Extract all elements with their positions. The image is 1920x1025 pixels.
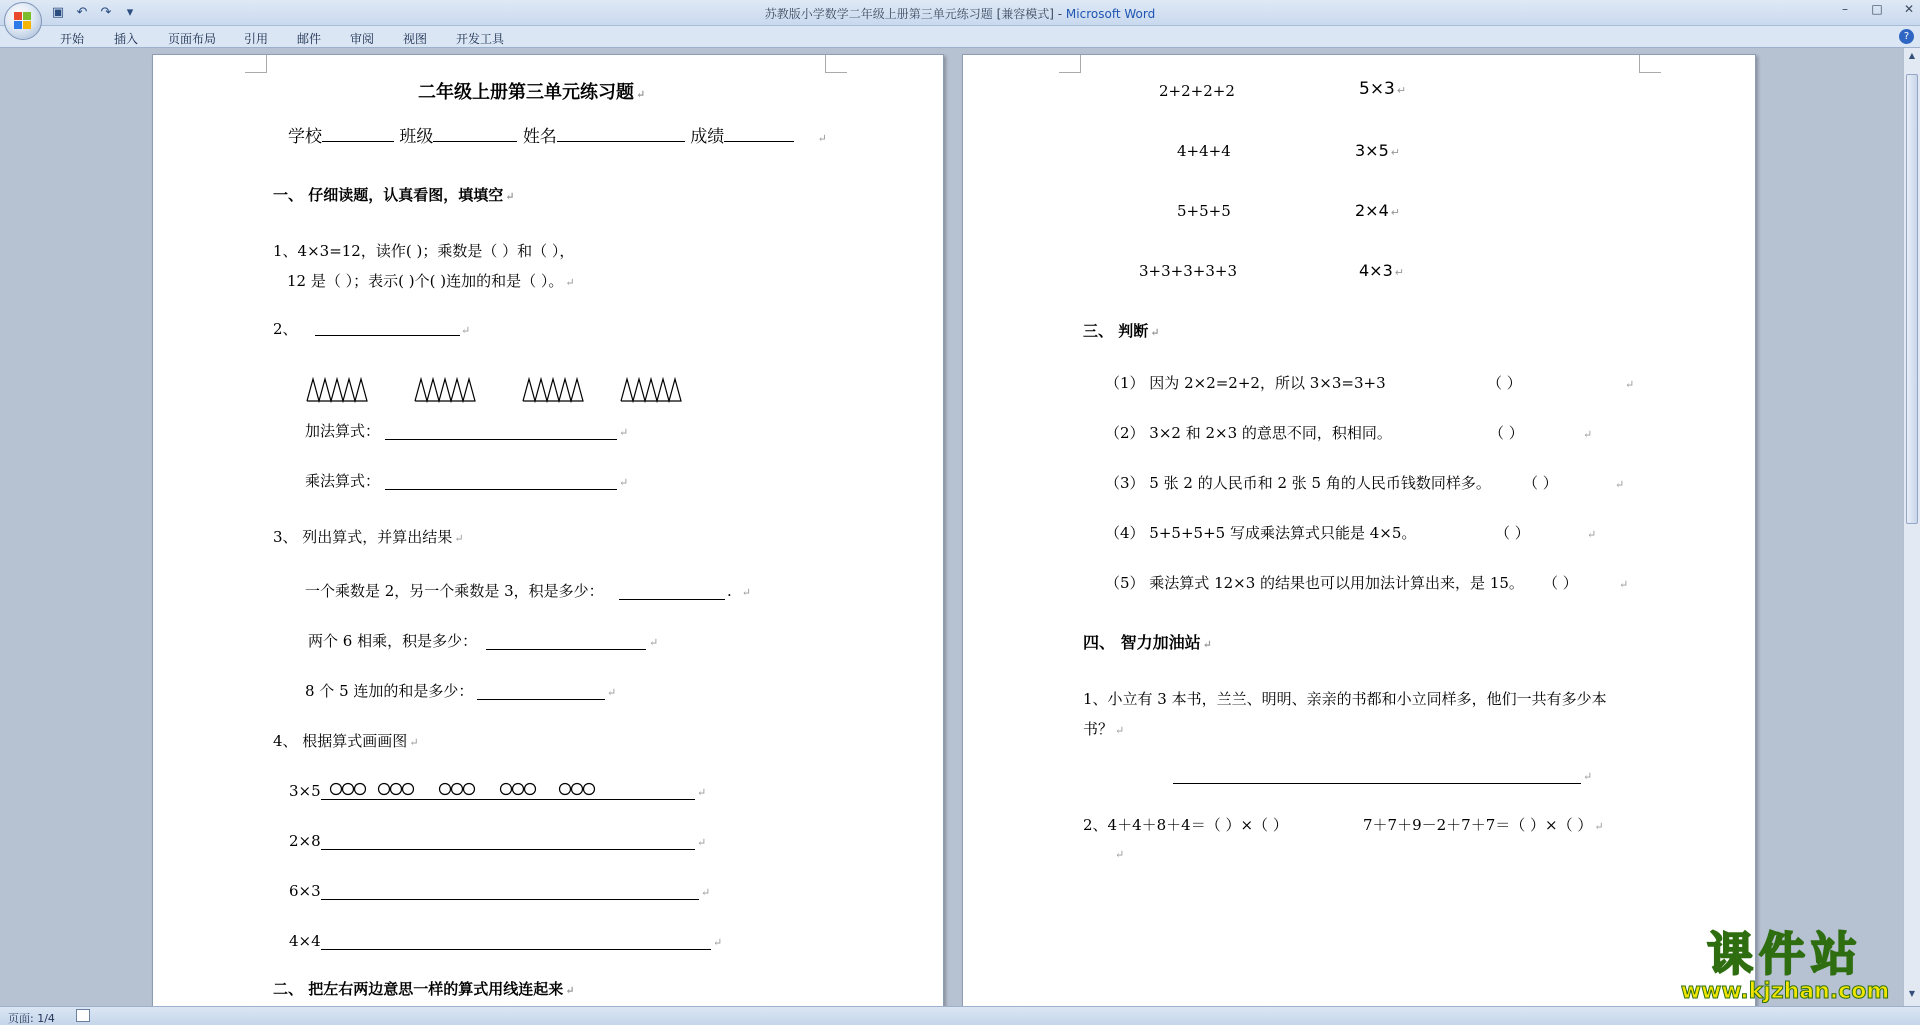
judge-paren-3[interactable]: （ ） bbox=[1523, 474, 1558, 492]
q1-line1: 1、4×3=12，读作( )；乘数是（ ）和（ ）， bbox=[273, 242, 575, 260]
judge-paren-4[interactable]: （ ） bbox=[1495, 524, 1530, 542]
judge-paren-5[interactable]: （ ） bbox=[1543, 574, 1578, 592]
tab-insert[interactable]: 插入 bbox=[114, 32, 139, 46]
label-school: 学校 bbox=[288, 127, 322, 147]
judge-paren-2[interactable]: （ ） bbox=[1489, 424, 1524, 442]
crop-mark bbox=[825, 55, 847, 73]
tab-home[interactable]: 开始 bbox=[60, 32, 85, 46]
q3-a-end: . ↵ bbox=[727, 582, 751, 600]
crop-mark bbox=[1639, 55, 1661, 73]
doc-title: 二年级上册第三单元练习题 ↵ bbox=[418, 82, 646, 103]
label-name: 姓名 bbox=[522, 127, 557, 147]
watermark-text: 课件站 bbox=[1707, 927, 1863, 981]
tab-review[interactable]: 审阅 bbox=[350, 32, 375, 46]
judge-item-3: （3） 5 张 2 的人民币和 2 张 5 角的人民币钱数同样多。 bbox=[1105, 474, 1491, 492]
window-controls bbox=[1838, 2, 1916, 16]
scroll-up-icon[interactable]: ▲ bbox=[1908, 51, 1916, 60]
match-left-3: 5+5+5 bbox=[1177, 202, 1231, 220]
section-1-heading: 一、 仔细读题，认真看图，填填空 ↵ bbox=[273, 186, 515, 204]
title-bar bbox=[0, 0, 1920, 26]
q2-mul-blank bbox=[385, 489, 617, 490]
watermark-logo bbox=[1660, 928, 1910, 1008]
q3-c-blank bbox=[477, 699, 605, 700]
section-2-heading: 二、 把左右两边意思一样的算式用线连起来 ↵ bbox=[273, 980, 575, 998]
judge-item-5: （5） 乘法算式 12×3 的结果也可以用加法计算出来，是 15。 bbox=[1105, 574, 1524, 592]
q2-blank bbox=[315, 335, 460, 336]
document-workspace[interactable] bbox=[0, 48, 1903, 1006]
triangle-groups-figure bbox=[305, 377, 685, 403]
scroll-thumb[interactable] bbox=[1906, 74, 1918, 524]
proofing-icon[interactable] bbox=[76, 1009, 90, 1022]
match-left-1: 2+2+2+2 bbox=[1159, 82, 1235, 100]
ribbon-tabs bbox=[0, 26, 1920, 48]
section-3-heading: 三、 判断 ↵ bbox=[1083, 322, 1160, 340]
label-class: 班级 bbox=[399, 127, 434, 147]
q2-label: 2、 bbox=[273, 320, 298, 338]
q4-row-1: 3×5 bbox=[289, 782, 321, 800]
sec4-q2-a: 2、4＋4＋8＋4＝（ ）×（ ） bbox=[1083, 816, 1288, 834]
q3-c: 8 个 5 连加的和是多少： bbox=[305, 682, 474, 700]
q3-b-blank bbox=[486, 649, 646, 650]
help-icon[interactable]: ? bbox=[1899, 29, 1914, 44]
q4-row-3-blank bbox=[321, 899, 699, 900]
scroll-down-icon[interactable]: ▼ bbox=[1908, 989, 1916, 998]
watermark-url: www.kjzhan.com bbox=[1680, 979, 1890, 1004]
q3-heading: 3、 列出算式，并算出结果 ↵ bbox=[273, 528, 464, 546]
tab-references[interactable]: 引用 bbox=[244, 32, 269, 46]
q3-b: 两个 6 相乘，积是多少： bbox=[308, 632, 478, 650]
match-right-4: 4×3 ↵ bbox=[1359, 261, 1404, 280]
document-title: 苏教版小学数学二年级上册第三单元练习题 [兼容模式] - bbox=[764, 7, 1066, 21]
window-title bbox=[0, 5, 1920, 22]
q4-row-4-blank bbox=[321, 949, 711, 950]
vertical-scrollbar[interactable] bbox=[1903, 48, 1920, 1006]
customize-qat-icon[interactable]: ▾ bbox=[126, 5, 134, 20]
sec4-q1-answer-blank bbox=[1173, 783, 1581, 784]
match-left-2: 4+4+4 bbox=[1177, 142, 1231, 160]
q2-add-label: 加法算式： bbox=[305, 422, 381, 440]
section-4-heading: 四、 智力加油站 ↵ bbox=[1083, 633, 1212, 652]
sec4-q1-line2: 书？ ↵ bbox=[1083, 720, 1125, 738]
judge-paren-1[interactable]: （ ） bbox=[1487, 374, 1522, 392]
judge-item-4: （4） 5+5+5+5 写成乘法算式只能是 4×5。 bbox=[1105, 524, 1417, 542]
judge-item-1: （1） 因为 2×2=2+2，所以 3×3=3+3 bbox=[1105, 374, 1386, 392]
match-right-2: 3×5 ↵ bbox=[1355, 141, 1400, 160]
sec4-q2-b: 7＋7＋9－2＋7＋7＝（ ）×（ ） ↵ bbox=[1363, 816, 1604, 834]
office-button[interactable] bbox=[4, 2, 42, 40]
judge-item-2: （2） 3×2 和 2×3 的意思不同，积相同。 bbox=[1105, 424, 1392, 442]
office-logo-icon bbox=[14, 12, 32, 30]
undo-icon[interactable]: ↶ bbox=[76, 5, 88, 20]
tab-mailings[interactable]: 邮件 bbox=[297, 32, 322, 46]
document-page-2[interactable]: 2+2+2+2 5×3 ↵ 4+4+4 3×5 ↵ 5+5+5 2×4 ↵ 3+3+3+3+3 4×3 ↵ 三、 判断 ↵ （1） 因为 2×2=2+2，所以 3×3=3+3 （ ） ↵ （2） 3×2 和 2×3 的意思不同，积相同。 （ ） ↵ （3） 5 张 2 的人民币和 2 张 5 角的人民币钱数同样多。 （ ） ↵ （4） 5+5+5+5 写成乘法算式只能是 4×5。 （ ） ↵ （5） 乘法算式 12×3 的结果也可以用加法计算出来，是 15。 （ ） ↵ 四、 智力加油站 ↵ 1、小立有 3 本书，兰兰、明明、亲亲的书都和小立同样多，他们一共有多少本 书？ ↵ ↵ 2、4＋4＋8＋4＝（ ）×（ ） 7＋7＋9－2＋7＋7＝（ ）×（ ） ↵ ↵ bbox=[962, 54, 1756, 1006]
q4-row-1-blank bbox=[321, 799, 695, 800]
sec4-q1-line1: 1、小立有 3 本书，兰兰、明明、亲亲的书都和小立同样多，他们一共有多少本 bbox=[1083, 690, 1607, 708]
close-icon[interactable]: ✕ bbox=[1903, 2, 1915, 16]
info-line: 学校 班级 姓名 成绩 ↵ bbox=[288, 127, 827, 147]
q3-a-blank bbox=[619, 599, 725, 600]
maximize-icon[interactable]: □ bbox=[1871, 2, 1883, 16]
document-page-1[interactable]: 二年级上册第三单元练习题 ↵ 学校 班级 姓名 成绩 ↵ 一、 仔细读题，认真看图，填填空 ↵ 1、4×3=12，读作( )；乘数是（ ）和（ ）， 12 是（ ）；表示( )个( )连加的和是（ ）。 ↵ 2、 ↵ 加法算式： ↵ 乘法算式： ↵ 3、 列出算式，并算出结果 ↵ 一个乘数是 2，另一个乘数是 3，积是多少： . ↵ 两个 6 相乘，积是多少： ↵ 8 个 5 连加的和是多少： ↵ 4、 根据算式画画图 ↵ 3×5 ↵ 2×8 ↵ 6×3 ↵ 4×4 ↵ 二、 把左右两边意思一样的算式用线连起来 ↵ bbox=[152, 54, 944, 1006]
circle-groups-figure bbox=[329, 781, 629, 797]
q1-line2: 12 是（ ）；表示( )个( )连加的和是（ ）。 ↵ bbox=[287, 272, 575, 290]
page-count[interactable]: 页面: 1/4 bbox=[8, 1012, 55, 1025]
tab-page-layout[interactable]: 页面布局 bbox=[168, 32, 217, 46]
q4-heading: 4、 根据算式画画图 ↵ bbox=[273, 732, 419, 750]
save-icon[interactable]: ▣ bbox=[51, 5, 65, 20]
match-left-4: 3+3+3+3+3 bbox=[1139, 262, 1237, 280]
q3-a: 一个乘数是 2，另一个乘数是 3，积是多少： bbox=[305, 582, 604, 600]
q4-row-3: 6×3 bbox=[289, 882, 321, 900]
q4-row-4: 4×4 bbox=[289, 932, 321, 950]
status-bar bbox=[0, 1006, 1920, 1025]
crop-mark bbox=[1059, 55, 1081, 73]
q2-add-blank bbox=[385, 439, 617, 440]
redo-icon[interactable]: ↷ bbox=[100, 5, 112, 20]
tab-developer[interactable]: 开发工具 bbox=[456, 32, 505, 46]
q4-row-2-blank bbox=[321, 849, 695, 850]
minimize-icon[interactable]: – bbox=[1842, 2, 1848, 16]
q2-mul-label: 乘法算式： bbox=[305, 472, 381, 490]
match-right-3: 2×4 ↵ bbox=[1355, 201, 1400, 220]
label-score: 成绩 bbox=[690, 127, 725, 147]
q4-row-2: 2×8 bbox=[289, 832, 321, 850]
app-name: Microsoft Word bbox=[1065, 7, 1156, 21]
crop-mark bbox=[245, 55, 267, 73]
tab-view[interactable]: 视图 bbox=[403, 32, 428, 46]
match-right-1: 5×3 ↵ bbox=[1359, 79, 1407, 99]
